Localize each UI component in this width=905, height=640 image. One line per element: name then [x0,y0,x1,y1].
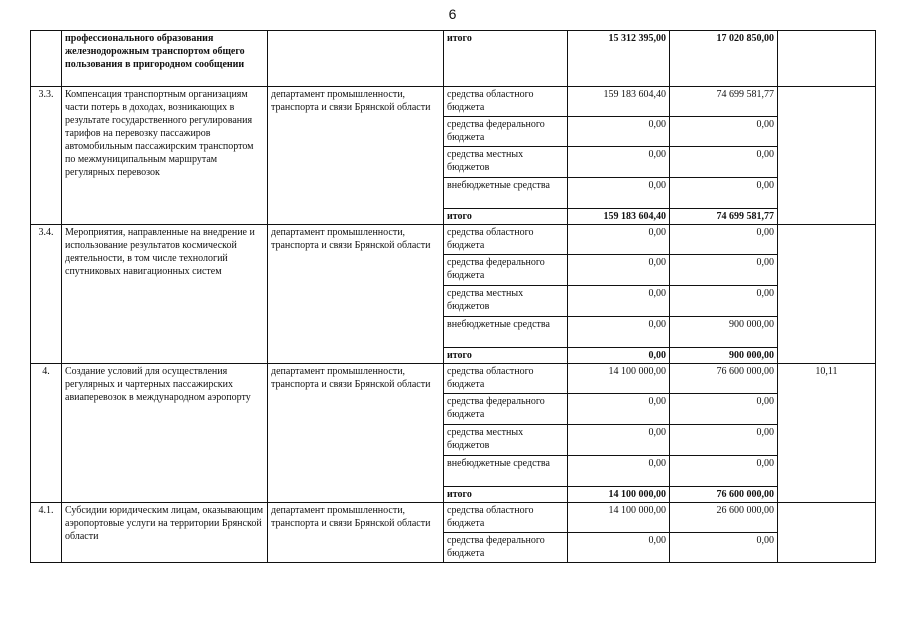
target-indicator: 10,11 [778,364,876,503]
amount-year-1: 0,00 [568,317,670,348]
amount-year-1: 159 183 604,40 [568,87,670,117]
amount-year-2: 76 600 000,00 [670,487,778,503]
funding-source: итого [444,209,568,225]
table-row [31,87,876,117]
funding-source: внебюджетные средства [444,178,568,209]
funding-source: средства местных бюджетов [444,286,568,317]
amount-year-2: 26 600 000,00 [670,503,778,533]
funding-source: итого [444,31,568,87]
funding-source: средства федерального бюджета [444,533,568,563]
funding-source: средства областного бюджета [444,225,568,255]
target-indicator [778,87,876,225]
item-number: 4. [31,364,62,503]
amount-year-1: 14 100 000,00 [568,487,670,503]
amount-year-1: 0,00 [568,147,670,178]
amount-year-1: 0,00 [568,117,670,147]
amount-year-2: 0,00 [670,425,778,456]
budget-table [30,30,876,563]
amount-year-1: 0,00 [568,348,670,364]
target-indicator [778,503,876,563]
amount-year-2: 900 000,00 [670,348,778,364]
amount-year-2: 17 020 850,00 [670,31,778,87]
funding-source: средства федерального бюджета [444,117,568,147]
amount-year-2: 0,00 [670,117,778,147]
item-name: Создание условий для осуществления регулярных и чартерных пассажирских авиаперевозок в международном аэропорту [62,364,268,503]
amount-year-1: 0,00 [568,178,670,209]
amount-year-2: 74 699 581,77 [670,87,778,117]
amount-year-2: 0,00 [670,178,778,209]
amount-year-2: 76 600 000,00 [670,364,778,394]
amount-year-1: 0,00 [568,286,670,317]
amount-year-1: 0,00 [568,533,670,563]
funding-source: средства областного бюджета [444,364,568,394]
amount-year-2: 0,00 [670,147,778,178]
amount-year-2: 0,00 [670,456,778,487]
amount-year-1: 0,00 [568,255,670,286]
item-name: Мероприятия, направленные на внедрение и использование результатов космической деятельности, в том числе технологий спутниковых навигационных систем [62,225,268,364]
amount-year-2: 0,00 [670,286,778,317]
amount-year-1: 0,00 [568,425,670,456]
target-indicator [778,31,876,87]
amount-year-1: 14 100 000,00 [568,503,670,533]
item-executor: департамент промышленности, транспорта и связи Брянской области [268,87,444,225]
funding-source: средства областного бюджета [444,87,568,117]
item-name: Субсидии юридическим лицам, оказывающим аэропортовые услуги на территории Брянской области [62,503,268,563]
amount-year-1: 15 312 395,00 [568,31,670,87]
amount-year-2: 0,00 [670,394,778,425]
item-number: 3.3. [31,87,62,225]
funding-source: итого [444,487,568,503]
funding-source: средства местных бюджетов [444,147,568,178]
target-indicator [778,225,876,364]
item-number [31,31,62,87]
amount-year-2: 0,00 [670,225,778,255]
amount-year-1: 14 100 000,00 [568,364,670,394]
amount-year-2: 900 000,00 [670,317,778,348]
item-number: 4.1. [31,503,62,563]
funding-source: средства федерального бюджета [444,255,568,286]
table-row [31,503,876,533]
item-name: профессионального образования железнодорожным транспортом общего пользования в пригородном сообщении [62,31,268,87]
funding-source: внебюджетные средства [444,317,568,348]
amount-year-2: 0,00 [670,533,778,563]
item-executor: департамент промышленности, транспорта и связи Брянской области [268,503,444,563]
item-executor: департамент промышленности, транспорта и связи Брянской области [268,225,444,364]
page-number: 6 [448,6,457,22]
amount-year-2: 74 699 581,77 [670,209,778,225]
item-executor: департамент промышленности, транспорта и связи Брянской области [268,364,444,503]
table-body [31,31,876,563]
amount-year-2: 0,00 [670,255,778,286]
item-executor [268,31,444,87]
table-row [31,225,876,255]
amount-year-1: 0,00 [568,456,670,487]
amount-year-1: 0,00 [568,225,670,255]
amount-year-1: 159 183 604,40 [568,209,670,225]
funding-source: средства федерального бюджета [444,394,568,425]
table-row-total [31,31,876,87]
funding-source: итого [444,348,568,364]
table-row [31,364,876,394]
item-name: Компенсация транспортным организациям части потерь в доходах, возникающих в результате государственного регулирования тарифов на перевозку пассажиров автомобильным пассажирским транспортом по межмуниципальным маршрутам регулярных перевозок [62,87,268,225]
funding-source: средства местных бюджетов [444,425,568,456]
funding-source: внебюджетные средства [444,456,568,487]
item-number: 3.4. [31,225,62,364]
amount-year-1: 0,00 [568,394,670,425]
funding-source: средства областного бюджета [444,503,568,533]
